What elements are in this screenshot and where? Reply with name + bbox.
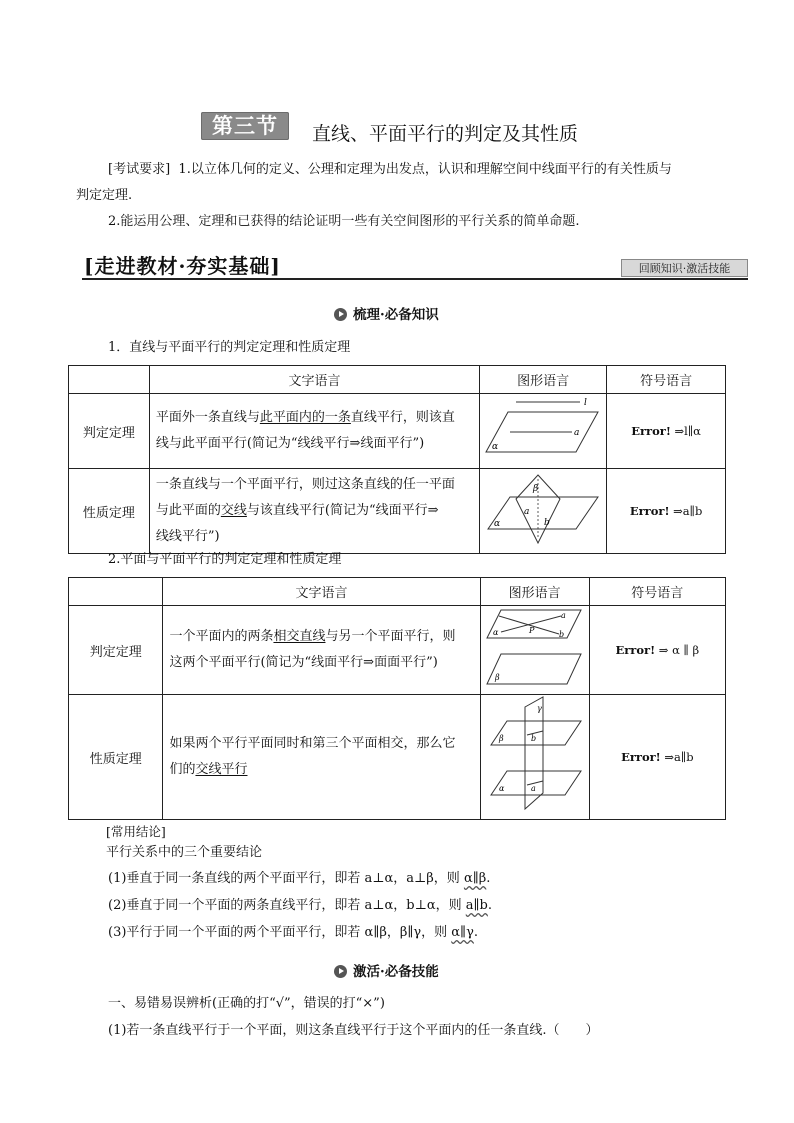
play-icon: [334, 308, 347, 321]
table1-row2-text: [149, 469, 479, 554]
table1-header-symbol: 符号语言: [607, 366, 726, 394]
svg-text:a: a: [560, 611, 566, 620]
play-icon: [334, 965, 347, 978]
table2-row2-symbol: [589, 695, 725, 820]
svg-text:a: a: [530, 784, 536, 793]
text-underlined: 交线: [195, 762, 222, 777]
text-seg: 平面外一条直线与: [155, 410, 260, 425]
exam-req2: 2.能运用公理、定理和已获得的结论证明一些有关空间图形的平行关系的简单命题.: [108, 214, 580, 229]
answer-c3: α∥γ: [451, 925, 474, 940]
text-seg: 这两个平面平行(简记为“线面平行⇒面面平行”): [169, 655, 438, 670]
common-label: [常用结论]: [106, 824, 166, 839]
svg-text:α: α: [492, 628, 499, 637]
svg-text:β: β: [533, 484, 539, 494]
section2-heading-text: 激活·必备技能: [353, 964, 439, 980]
table2-header-empty: [69, 578, 163, 606]
text-seg: .: [486, 871, 491, 886]
page-title: 直线、平面平行的判定及其性质: [312, 123, 579, 145]
banner-divider: [82, 278, 748, 280]
svg-text:α: α: [494, 519, 501, 529]
text-seg: 与此平面的: [155, 503, 221, 518]
svg-text:a: a: [574, 428, 580, 438]
table1-row1-name: 判定定理: [69, 394, 150, 469]
section-badge: 第三节: [201, 112, 289, 140]
three-planes-diagram: [481, 695, 587, 815]
svg-text:β: β: [498, 734, 504, 743]
table1-row1-figure: [480, 394, 607, 469]
symbol-error: Error!: [615, 643, 656, 657]
table-line-plane: [68, 365, 726, 554]
exam-label: [考试要求]: [108, 162, 171, 177]
question-1: (1)若一条直线平行于一个平面，则这条直线平行于这个平面内的任一条直线.（ ）: [108, 1023, 599, 1038]
parallel-planes-diagram: [481, 606, 587, 690]
table2-row2-name: 性质定理: [69, 695, 163, 820]
answer-c2: a∥b: [465, 898, 488, 913]
section1-heading: [334, 303, 439, 323]
table-row: [69, 394, 726, 469]
common-c2: [108, 896, 492, 916]
table1-header-figure: 图形语言: [480, 366, 607, 394]
exam-req1-b: 判定定理.: [76, 188, 133, 203]
table2-header-text: 文字语言: [163, 578, 480, 606]
text-seg: .: [487, 898, 492, 913]
text-seg: 们的: [169, 762, 196, 777]
symbol-rest: ⇒a∥b: [660, 750, 694, 764]
table1-header-text: 文字语言: [149, 366, 479, 394]
section2-heading: [334, 960, 439, 980]
svg-text:α: α: [498, 784, 505, 793]
section1-sub1: 1．直线与平面平行的判定定理和性质定理: [108, 340, 351, 355]
table2-row1-symbol: [589, 606, 725, 695]
symbol-error: Error!: [621, 750, 661, 764]
text-seg: 一条直线与一个平面平行，则过这条直线的任一平面: [155, 477, 455, 492]
table-row: [69, 469, 726, 554]
svg-text:b: b: [544, 518, 550, 528]
text-underlined: 相交直线: [273, 629, 326, 644]
table1-row1-text: [149, 394, 479, 469]
table-plane-plane: [68, 577, 726, 820]
line-plane-diagram: [480, 394, 604, 464]
table2-row1-figure: [480, 606, 589, 695]
text-underlined: 此平面内的一条: [259, 410, 351, 425]
banner-title: [走进教材·夯实基础]: [84, 254, 281, 278]
table-row: [69, 695, 726, 820]
answer-c1: α∥β: [463, 871, 487, 886]
table1-row2-name: 性质定理: [69, 469, 150, 554]
section2-intro: 一、易错易误辨析(正确的打“√”，错误的打“×”): [108, 996, 385, 1011]
symbol-error: Error!: [629, 504, 670, 518]
table-row: [69, 606, 726, 695]
text-seg: 直线平行，则该直: [350, 410, 455, 425]
text-seg: (3)平行于同一个平面的两个平面平行，即若 α∥β，β∥γ，则: [108, 925, 448, 940]
svg-text:a: a: [524, 507, 530, 517]
common-intro: 平行关系中的三个重要结论: [106, 845, 263, 860]
text-seg: 与另一个平面平行，则: [325, 629, 456, 644]
text-seg: (2)垂直于同一个平面的两条直线平行，即若 a⊥α，b⊥α，则: [108, 898, 462, 913]
text-seg: 一个平面内的两条: [169, 629, 274, 644]
section1-heading-text: 梳理·必备知识: [353, 307, 439, 323]
symbol-rest: ⇒a∥b: [669, 504, 703, 518]
table2-header-symbol: 符号语言: [589, 578, 725, 606]
table1-row2-symbol: [607, 469, 726, 554]
table2-header-figure: 图形语言: [480, 578, 589, 606]
text-underlined: 平行: [221, 762, 248, 777]
text-seg: .: [473, 925, 478, 940]
table2-row2-text: [163, 695, 480, 820]
svg-text:b: b: [558, 630, 564, 639]
text-seg: 如果两个平行平面同时和第三个平面相交，那么它: [169, 736, 456, 751]
exam-req-line1: [108, 160, 672, 180]
table2-row2-figure: [480, 695, 589, 820]
text-seg: 与该直线平行(简记为“线面平行⇒: [246, 503, 439, 518]
table1-header-empty: [69, 366, 150, 394]
text-seg: 线与此平面平行(简记为“线线平行⇒线面平行”): [155, 436, 425, 451]
svg-text:P: P: [528, 626, 535, 635]
symbol-error: Error!: [631, 424, 671, 438]
banner-tag: 回顾知识·激活技能: [621, 259, 748, 277]
svg-text:β: β: [494, 673, 500, 682]
svg-text:α: α: [492, 442, 499, 452]
svg-text:l: l: [584, 398, 588, 408]
common-c3: [108, 923, 478, 943]
table1-row1-symbol: [607, 394, 726, 469]
symbol-rest: ⇒l∥α: [670, 424, 701, 438]
plane-intersection-diagram: [480, 469, 604, 549]
table2-row1-name: 判定定理: [69, 606, 163, 695]
text-underlined: 交线: [220, 503, 247, 518]
symbol-rest: ⇒ α ∥ β: [655, 643, 700, 657]
table1-row2-figure: [480, 469, 607, 554]
exam-req1-a: 1.以立体几何的定义、公理和定理为出发点，认识和理解空间中线面平行的有关性质与: [178, 162, 672, 177]
text-seg: 线线平行”): [155, 529, 220, 544]
svg-text:γ: γ: [536, 704, 542, 713]
common-c1: [108, 869, 490, 889]
table2-row1-text: [163, 606, 480, 695]
text-seg: (1)垂直于同一条直线的两个平面平行，即若 a⊥α，a⊥β，则: [108, 871, 460, 886]
svg-text:b: b: [530, 734, 536, 743]
section1-sub2: 2.平面与平面平行的判定定理和性质定理: [108, 552, 342, 567]
